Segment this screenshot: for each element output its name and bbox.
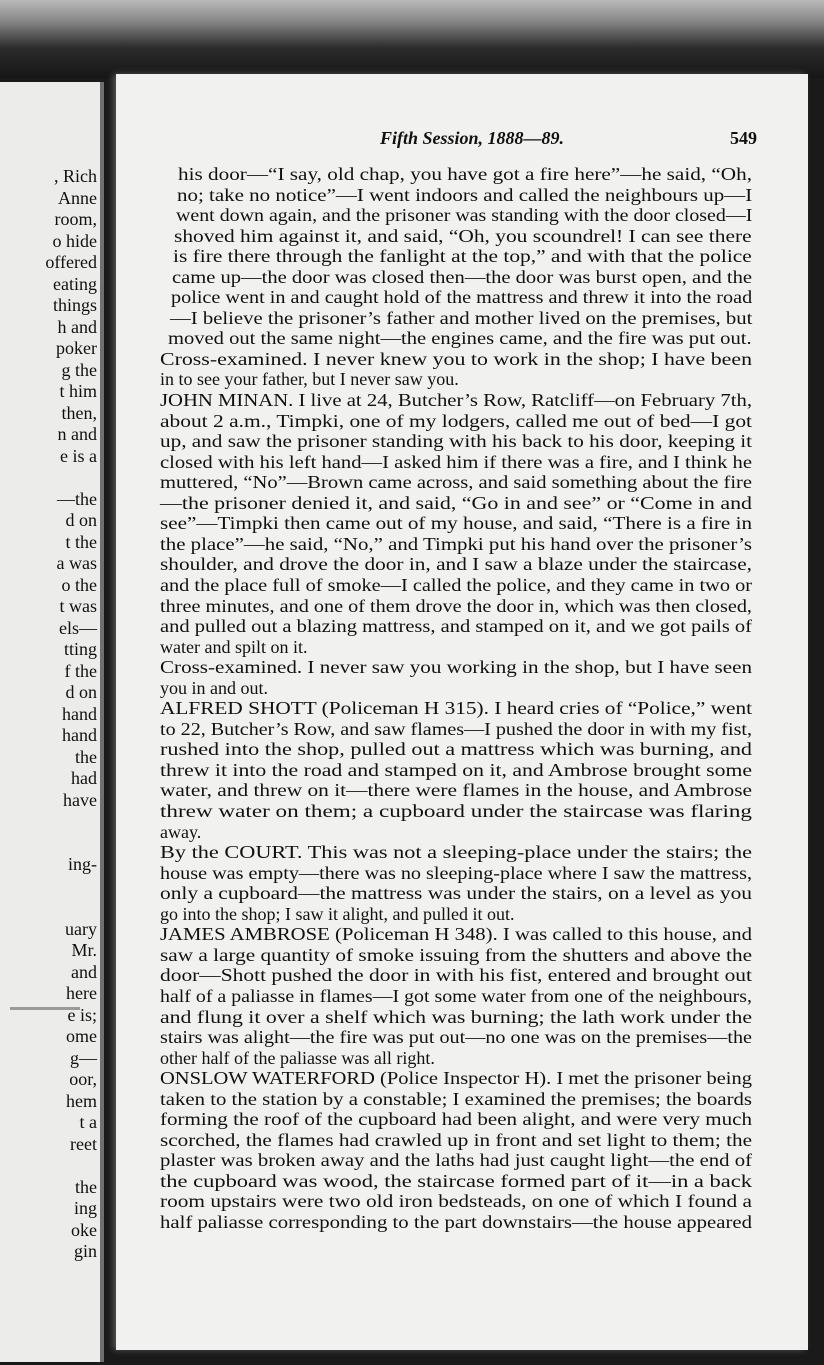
text-line: closed with his left hand—I asked him if there was a fire, and I think he: [160, 451, 752, 472]
text-line: went down again, and the prisoner was standing with the door closed—I: [175, 205, 752, 226]
text-line: other half of the paliasse was all right.: [160, 1047, 435, 1068]
text-line: and pulled out a blazing mattress, and stamped on it, and we got pails of: [160, 616, 752, 637]
text-line: shoved him against it, and said, “Oh, you scoundrel! I can see there: [174, 225, 752, 246]
left-page-line: n and: [57, 424, 97, 444]
text-line: Cross-examined. I never saw you working in the shop, but I have seen: [160, 657, 752, 678]
text-line: door—Shott pushed the door in with his fist, entered and brought out: [160, 965, 752, 986]
text-line: see”—Timpki then came out of my house, and said, “There is a fire in: [160, 513, 752, 534]
left-page-line: gin: [73, 1241, 97, 1261]
left-page-line: then,: [61, 402, 97, 423]
text-line: saw a large quantity of smoke issuing from the shutters and above the: [160, 944, 752, 965]
running-title: Fifth Session, 1888—89.: [380, 128, 565, 148]
main-page: [116, 74, 808, 1350]
left-page-line: e is;: [67, 1004, 97, 1025]
text-line: forming the roof of the cupboard had been alight, and were very much: [160, 1109, 752, 1130]
text-line: police went in and caught hold of the mattress and threw it into the road: [170, 287, 752, 308]
text-line: scorched, the flames had crawled up in front and set light to them; the: [160, 1129, 752, 1150]
left-page-line: , Rich: [54, 166, 97, 186]
text-line: JOHN MINAN. I live at 24, Butcher’s Row, Ratcliff—on February 7th,: [160, 390, 752, 411]
text-line: ONSLOW WATERFORD (Police Inspector H). I met the prisoner being: [160, 1068, 752, 1089]
text-line: rushed into the shop, pulled out a mattress which was burning, and: [160, 739, 752, 760]
left-page-line: a was: [56, 553, 97, 573]
text-line: only a cupboard—the mattress was under the stairs, on a level as you: [160, 883, 752, 904]
text-line: house was empty—there was no sleeping-place where I saw the mattress,: [160, 862, 752, 883]
left-page-line: eating: [53, 273, 97, 294]
left-page-line: here: [66, 983, 97, 1003]
left-page-line: d on: [65, 510, 97, 530]
text-line: taken to the station by a constable; I examined the premises; the boards: [160, 1088, 752, 1109]
left-page-line: and: [71, 961, 97, 982]
left-page-line: t a: [79, 1112, 97, 1132]
left-page-line: oor,: [69, 1069, 97, 1089]
left-page-line: the: [75, 1176, 97, 1197]
page-number: 549: [730, 128, 757, 148]
text-line: shoulder, and drove the door in, and I saw a blaze under the staircase,: [160, 554, 752, 575]
left-page-line: room,: [54, 209, 97, 229]
text-line: and the place full of smoke—I called the police, and they came in two or: [160, 574, 752, 595]
left-page-line: g the: [61, 359, 97, 380]
left-page-line: g—: [70, 1047, 97, 1068]
text-line: —I believe the prisoner’s father and mother lived on the premises, but: [169, 307, 752, 328]
left-page-line: things: [52, 295, 97, 315]
text-line: up, and saw the prisoner standing with his back to his door, keeping it: [160, 431, 752, 452]
text-line: threw it into the road and stamped on it, and Ambrose brought some: [160, 759, 752, 780]
text-line: and flung it over a shelf which was burning; the lath work under the: [160, 1006, 752, 1027]
left-page-line: t the: [65, 531, 97, 552]
text-line: about 2 a.m., Timpki, one of my lodgers, called me out of bed—I got: [160, 410, 752, 431]
text-line: water and spilt on it.: [160, 636, 308, 657]
left-page-line: hand: [62, 703, 97, 724]
text-line: the cupboard was wood, the staircase formed part of it—in a back: [160, 1170, 752, 1191]
text-line: go into the shop; I saw it alight, and pulled it out.: [160, 903, 515, 924]
left-page-line: t was: [59, 596, 97, 616]
text-line: his door—“I say, old chap, you have got a fire here”—he said, “Oh,: [178, 164, 752, 184]
text-line: in to see your father, but I never saw you.: [160, 369, 459, 390]
left-page-line: ome: [66, 1026, 97, 1046]
text-line: JAMES AMBROSE (Policeman H 348). I was called to this house, and: [160, 924, 752, 945]
left-page-line: ing: [73, 1198, 97, 1218]
left-page-line: the: [75, 746, 97, 767]
left-facing-page: [0, 82, 104, 1362]
left-page-line: reet: [70, 1133, 97, 1154]
left-page-line: e is a: [60, 445, 97, 466]
left-page-line: poker: [56, 338, 97, 358]
left-page-line: hem: [66, 1090, 97, 1111]
left-page-line: ing-: [68, 854, 97, 874]
left-page-line: Mr.: [71, 940, 97, 960]
left-page-line: t him: [59, 381, 97, 401]
left-page-line: o hide: [52, 230, 97, 251]
scan-top-border: [0, 0, 824, 78]
text-line: stairs was alight—the fire was put out—no one was on the premises—the: [160, 1027, 752, 1048]
left-page-line: o the: [61, 574, 97, 595]
text-line: is fire there through the fanlight at the top,” and with that the police: [173, 246, 752, 267]
text-line: to 22, Butcher’s Row, and saw flames—I pushed the door in with my fist,: [160, 718, 752, 739]
left-page-line: oke: [71, 1219, 97, 1240]
text-line: Cross-examined. I never knew you to work in the shop; I have been: [160, 348, 752, 369]
text-line: —the prisoner denied it, and said, “Go in and see” or “Come in and: [160, 492, 752, 513]
text-line: moved out the same night—the engines came, and the fire was put out.: [168, 328, 752, 349]
text-line: threw water on them; a cupboard under the staircase was flaring: [160, 801, 752, 822]
left-page-line: h and: [57, 316, 97, 337]
text-line: no; take no notice”—I went indoors and called the neighbours up—I: [176, 184, 752, 205]
text-line: muttered, “No”—Brown came across, and said something about the fire: [160, 472, 752, 493]
left-page-line: offered: [45, 252, 97, 272]
left-page-line: els—: [59, 617, 97, 638]
left-page-line: hand: [62, 725, 97, 745]
text-line: ALFRED SHOTT (Policeman H 315). I heard cries of “Police,” went: [160, 698, 752, 719]
left-page-line: tting: [63, 639, 97, 659]
left-page-line: had: [71, 768, 97, 788]
text-line: came up—the door was closed then—the door was burst open, and the: [172, 266, 752, 287]
text-line: the place”—he said, “No,” and Timpki put his hand over the prisoner’s: [160, 533, 752, 554]
left-page-line: uary: [65, 918, 97, 939]
text-line: plaster was broken away and the laths had just caught light—the end of: [160, 1150, 752, 1171]
text-line: three minutes, and one of them drove the door in, which was then closed,: [160, 595, 752, 616]
text-line: room upstairs were two old iron bedsteads, on one of which I found a: [160, 1191, 752, 1212]
text-line: By the COURT. This was not a sleeping-place under the stairs; the: [160, 842, 752, 863]
left-page-line: Anne: [58, 187, 97, 208]
text-line: half paliasse corresponding to the part downstairs—the house appeared: [160, 1212, 752, 1232]
left-page-line: have: [63, 789, 97, 810]
left-page-line: f the: [64, 660, 97, 681]
left-page-line: —the: [57, 488, 97, 509]
text-line: away.: [160, 821, 202, 842]
left-page-line: d on: [65, 682, 97, 702]
text-line: water, and threw on it—there were flames in the house, and Ambrose: [160, 780, 752, 801]
text-line: half of a paliasse in flames—I got some water from one of the neighbours,: [160, 985, 752, 1006]
text-line: you in and out.: [160, 677, 268, 698]
